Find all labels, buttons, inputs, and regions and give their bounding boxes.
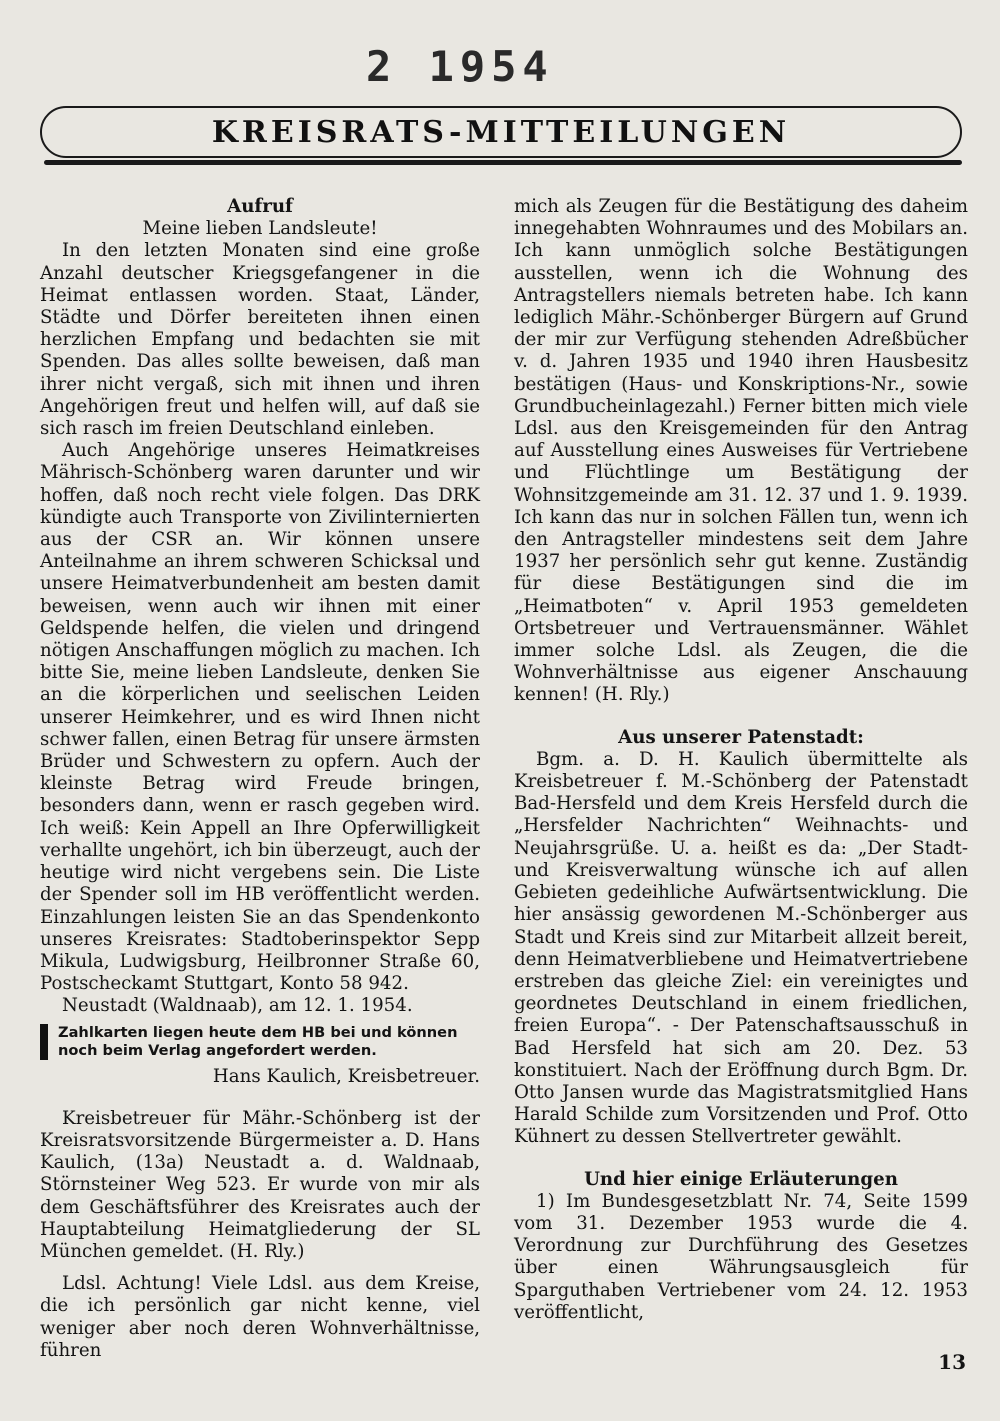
paragraph: 1) Im Bundesgesetzblatt Nr. 74, Seite 1599 vom 31. Dezember 1953 wurde die 4. Verordnung zur Durchführung des Gesetzes über einen Währungsausgleich für Sparguthaben Vertriebener vom 24. 12. 1953 veröffentlicht, xyxy=(514,1190,968,1323)
page-title: KREISRATS-MITTEILUNGEN xyxy=(211,114,791,150)
paragraph: Kreisbetreuer für Mähr.-Schönberg ist der Kreisratsvorsitzende Bürgermeister a. D. Hans Kaulich, (13a) Neustadt a. d. Waldnaab, Störnsteiner Weg 523. Er wurde von mir als dem Geschäftsführer des Kreisrates auch der Hauptabteilung Heimatgliederung der SL München gemeldet. (H. Rly.) xyxy=(40,1107,480,1262)
section-heading: Aus unserer Patenstadt: xyxy=(618,726,864,748)
payment-notice xyxy=(40,1024,480,1060)
paragraph: Auch Angehörige unseres Heimatkreises Mährisch-Schönberg waren darunter und wir hoffen, daß noch recht viele folgen. Das DRK kündigte auch Transporte von Zivilinternierten aus der CSR an. Wir können unsere Anteilnahme an ihrem schweren Schicksal und unsere Heimatverbundenheit am besten damit beweisen, wenn auch wir ihnen mit einer Geldspende helfen, die vielen und dringend nötigen Anschaffungen möglich zu machen. Ich bitte Sie, meine lieben Landsleute, denken Sie an die körperlichen und seelischen Leiden unserer Heimkehrer, und es wird Ihnen nicht schwer fallen, einen Betrag für unsere ärmsten Brüder und Schwestern zu opfern. Auch der kleinste Betrag wird Freude bringen, besonders dann, wenn er rasch gegeben wird. Ich weiß: Kein Appell an Ihre Opferwilligkeit verhallte ungehört, ich bin überzeugt, auch der heutige wird nicht vergebens sein. Die Liste der Spender soll im HB veröffentlicht werden. Einzahlungen leisten Sie an das Spendenkonto unseres Kreisrates: Stadtoberinspektor Sepp Mikula, Ludwigsburg, Heilbronner Straße 60, Postscheckamt Stuttgart, Konto 58 942. xyxy=(40,440,480,995)
masthead xyxy=(40,106,962,158)
paragraph: Ldsl. Achtung! Viele Ldsl. aus dem Kreise, die ich persönlich gar nicht kenne, viel weniger aber noch deren Wohnverhältnisse, führen xyxy=(40,1273,480,1361)
handwritten-issue-stamp: 2 1954 xyxy=(366,42,554,91)
masthead-rule xyxy=(44,160,962,165)
section-heading: Und hier einige Erläuterungen xyxy=(584,1168,898,1190)
signature: Hans Kaulich, Kreisbetreuer. xyxy=(212,1065,480,1087)
place-date: Neustadt (Waldnaab), am 12. 1. 1954. xyxy=(62,995,413,1017)
page-number: 13 xyxy=(938,1350,966,1374)
notice-text: Zahlkarten liegen heute dem HB bei und können noch beim Verlag angefordert werden. xyxy=(58,1023,458,1059)
paragraph: In den letzten Monaten sind eine große Anzahl deutscher Kriegsgefangener in die Heimat entlassen worden. Staat, Länder, Städte und Dörfer bereiteten ihnen einen herzlichen Empfang und bedachten sie mit Spenden. Das alles sollte beweisen, daß man ihrer nicht vergaß, sich mit ihnen und ihren Angehörigen freut und helfen will, auf daß sie sich rasch im freien Deutschland einleben. xyxy=(40,240,480,440)
paragraph: Bgm. a. D. H. Kaulich übermittelte als Kreisbetreuer f. M.-Schönberg der Patenstadt Bad-Hersfeld und dem Kreis Hersfeld durch die „Hersfelder Nachrichten“ Weihnachts- und Neujahrsgrüße. U. a. heißt es da: „Der Stadt- und Kreisverwaltung wünsche ich auf allen Gebieten gedeihliche Aufwärtsentwicklung. Die hier ansässig gewordenen M.-Schönberger aus Stadt und Kreis sind zur Mitarbeit allzeit bereit, denn Heimatverbliebene und Heimatvertriebene erstreben das gleiche Ziel: ein vereinigtes und geordnetes Deutschland in einem friedlichen, freien Europa“. - Der Patenschaftsausschuß in Bad Hersfeld hat sich am 20. Dez. 53 konstituiert. Nach der Eröffnung durch Bgm. Dr. Otto Jansen wurde das Magistratsmitglied Hans Harald Schilde zum Vorsitzenden und Prof. Otto Kühnert zu dessen Stellvertreter gewählt. xyxy=(514,748,968,1148)
right-column xyxy=(514,196,968,1324)
notice-bar xyxy=(40,1024,48,1060)
aufruf-heading: Aufruf xyxy=(227,196,293,217)
left-column xyxy=(40,196,480,1362)
salutation: Meine lieben Landsleute! xyxy=(142,218,378,240)
paragraph: mich als Zeugen für die Bestätigung des daheim innegehabten Wohnraumes und des Mobilars an. Ich kann unmöglich solche Bestätigungen ausstellen, wenn ich die Wohnung des Antragstellers niemals betreten habe. Ich kann lediglich Mähr.-Schönberger Bürgern auf Grund der mir zur Verfügung stehenden Adreßbücher v. d. Jahren 1935 und 1940 ihren Hausbesitz bestätigen (Haus- und Konskriptions-Nr., sowie Grundbucheinlagezahl.) Ferner bitten mich viele Ldsl. aus den Kreisgemeinden für den Antrag auf Ausstellung eines Ausweises für Vertriebene und Flüchtlinge um Bestätigung der Wohnsitzgemeinde am 31. 12. 37 und 1. 9. 1939. Ich kann das nur in solchen Fällen tun, wenn ich den Antragsteller mindestens seit dem Jahre 1937 her persönlich sehr gut kenne. Zuständig für diese Bestätigungen sind die im „Heimatboten“ v. April 1953 gemeldeten Ortsbetreuer und Vertrauensmänner. Wählet immer solche Ldsl. als Zeugen, die die Wohnverhältnisse aus eigener Anschauung kennen! (H. Rly.) xyxy=(514,196,968,706)
